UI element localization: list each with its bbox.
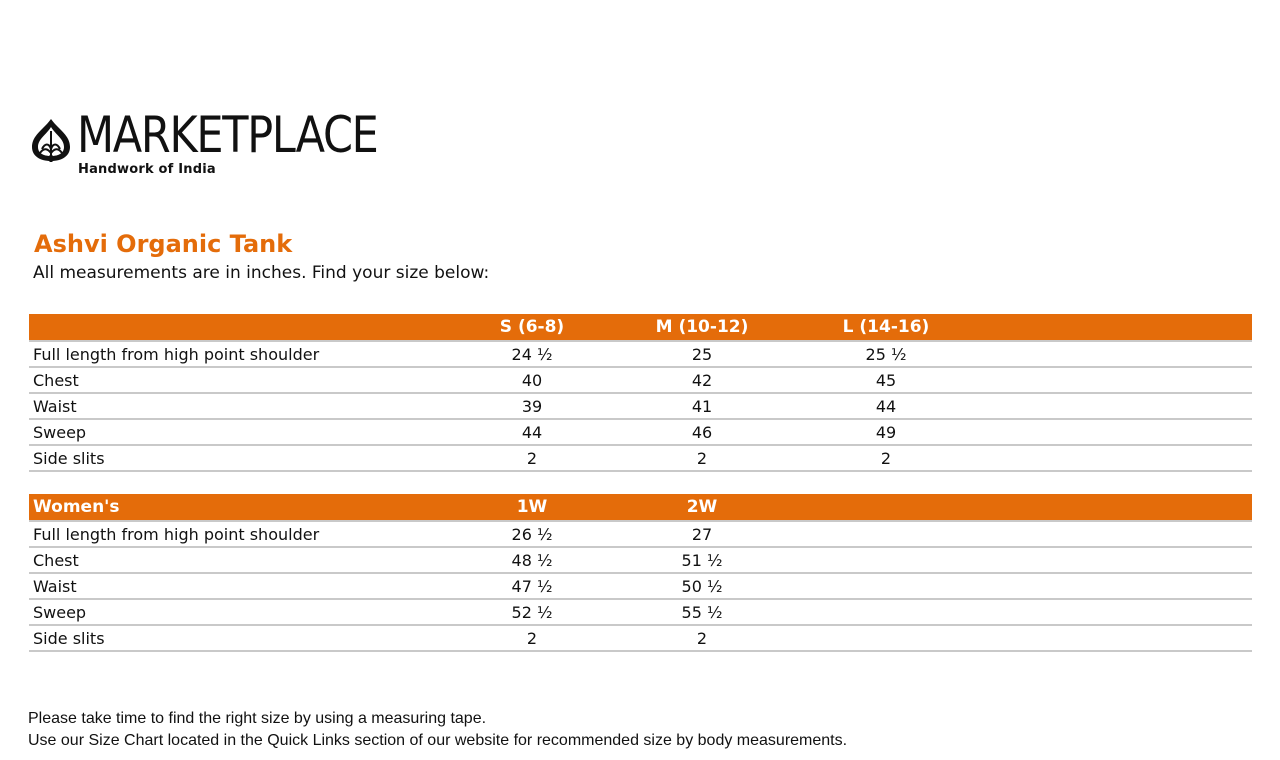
header-cell-filler bbox=[985, 314, 1252, 341]
row-label: Chest bbox=[29, 367, 447, 393]
value-cell: 50 ½ bbox=[617, 573, 787, 599]
row-label: Waist bbox=[29, 573, 447, 599]
row-label: Side slits bbox=[29, 445, 447, 471]
table-row bbox=[29, 547, 1252, 573]
header-cell-size-m: M (10-12) bbox=[617, 314, 787, 341]
value-cell: 44 bbox=[447, 419, 617, 445]
value-cell bbox=[787, 573, 985, 599]
table-row bbox=[29, 599, 1252, 625]
leaf-logo-icon bbox=[30, 117, 72, 163]
row-label: Sweep bbox=[29, 419, 447, 445]
header-cell-size-l: L (14-16) bbox=[787, 314, 985, 341]
value-cell: 49 bbox=[787, 419, 985, 445]
table-row bbox=[29, 573, 1252, 599]
value-cell: 24 ½ bbox=[447, 341, 617, 367]
value-cell: 44 bbox=[787, 393, 985, 419]
table-row bbox=[29, 367, 1252, 393]
marketplace-logo bbox=[30, 106, 410, 184]
value-cell: 26 ½ bbox=[447, 521, 617, 547]
table-header-row bbox=[29, 494, 1252, 521]
header-cell-empty bbox=[787, 494, 985, 521]
womens-size-table bbox=[29, 494, 1252, 652]
header-cell-label: Women's bbox=[29, 494, 447, 521]
footer-note-size-chart: Use our Size Chart located in the Quick Links section of our website for recommended size by body measurements. bbox=[28, 732, 848, 749]
filler-cell bbox=[985, 341, 1252, 367]
value-cell: 45 bbox=[787, 367, 985, 393]
value-cell bbox=[787, 625, 985, 651]
row-label: Full length from high point shoulder bbox=[29, 341, 447, 367]
table-row bbox=[29, 445, 1252, 471]
filler-cell bbox=[985, 521, 1252, 547]
filler-cell bbox=[985, 393, 1252, 419]
value-cell bbox=[787, 521, 985, 547]
value-cell: 2 bbox=[447, 445, 617, 471]
logo-tagline: Handwork of India bbox=[78, 162, 216, 177]
filler-cell bbox=[985, 445, 1252, 471]
value-cell: 25 bbox=[617, 341, 787, 367]
header-cell-filler bbox=[985, 494, 1252, 521]
value-cell: 25 ½ bbox=[787, 341, 985, 367]
row-label: Sweep bbox=[29, 599, 447, 625]
value-cell: 2 bbox=[617, 445, 787, 471]
filler-cell bbox=[985, 367, 1252, 393]
table-row bbox=[29, 419, 1252, 445]
footer-note-measuring: Please take time to find the right size by using a measuring tape. bbox=[28, 710, 487, 727]
value-cell: 42 bbox=[617, 367, 787, 393]
value-cell: 46 bbox=[617, 419, 787, 445]
header-cell-size-2w: 2W bbox=[617, 494, 787, 521]
value-cell: 39 bbox=[447, 393, 617, 419]
value-cell bbox=[787, 547, 985, 573]
row-label: Full length from high point shoulder bbox=[29, 521, 447, 547]
value-cell: 55 ½ bbox=[617, 599, 787, 625]
value-cell: 51 ½ bbox=[617, 547, 787, 573]
filler-cell bbox=[985, 599, 1252, 625]
logo-brand-name: MARKETPLACE bbox=[77, 106, 378, 164]
value-cell: 40 bbox=[447, 367, 617, 393]
value-cell: 52 ½ bbox=[447, 599, 617, 625]
value-cell: 2 bbox=[617, 625, 787, 651]
header-cell-size-1w: 1W bbox=[447, 494, 617, 521]
header-cell-label bbox=[29, 314, 447, 341]
product-subtitle: All measurements are in inches. Find your size below: bbox=[33, 263, 490, 283]
value-cell bbox=[787, 599, 985, 625]
filler-cell bbox=[985, 573, 1252, 599]
value-cell: 41 bbox=[617, 393, 787, 419]
table-header-row bbox=[29, 314, 1252, 341]
value-cell: 27 bbox=[617, 521, 787, 547]
row-label: Side slits bbox=[29, 625, 447, 651]
row-label: Chest bbox=[29, 547, 447, 573]
filler-cell bbox=[985, 625, 1252, 651]
value-cell: 48 ½ bbox=[447, 547, 617, 573]
regular-size-table bbox=[29, 314, 1252, 472]
product-title: Ashvi Organic Tank bbox=[34, 230, 293, 258]
filler-cell bbox=[985, 419, 1252, 445]
table-row bbox=[29, 393, 1252, 419]
value-cell: 2 bbox=[787, 445, 985, 471]
table-row bbox=[29, 625, 1252, 651]
header-cell-size-s: S (6-8) bbox=[447, 314, 617, 341]
row-label: Waist bbox=[29, 393, 447, 419]
value-cell: 2 bbox=[447, 625, 617, 651]
filler-cell bbox=[985, 547, 1252, 573]
table-row bbox=[29, 521, 1252, 547]
table-row bbox=[29, 341, 1252, 367]
value-cell: 47 ½ bbox=[447, 573, 617, 599]
